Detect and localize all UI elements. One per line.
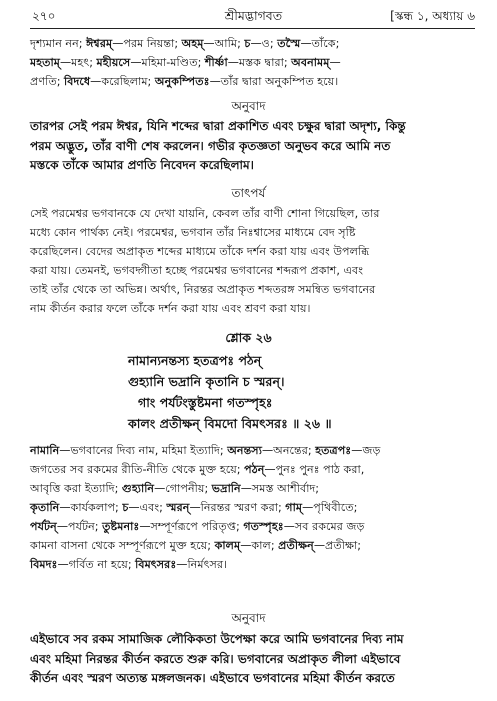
translation-line: কীর্তন এবং স্মরণ অত্যন্ত মঙ্গলজনক। এইভাবে ভগবানের মহিমা কীর্তন করতে [30,671,395,685]
purport-line: করেছিলেন। বেদের অপ্রাকৃত শব্দের মাধ্যমে তাঁকে দর্শন করা যায় এবং উপলব্ধি [30,245,370,258]
shloka-heading: শ্লোক ২৬ [225,330,272,345]
synonym-line: পর্যটন্—পর্যটন; তুষ্টমনাঃ—সম্পূর্ণরূপে পরিতৃপ্ত; গতস্পৃহঃ—সব রকমের জড় [30,520,365,533]
synonym-line: বিমদঃ—গর্বিত না হয়ে; বিমৎসরঃ—নির্মৎসর। [30,558,228,571]
chapter-reference: [স্কন্ধ ১, অধ্যায় ৬ [390,9,475,23]
purport [30,204,471,318]
purport-line: তাই তাঁর থেকে তা অভিন্ন। অর্থাৎ, নিরন্তর অপ্রাকৃত শব্দতরঙ্গ সমন্বিত ভগবানের [30,283,376,296]
synonym-line: নামানি—ভগবানের দিব্য নাম, মহিমা ইত্যাদি; অনন্তস্য—অনন্তের; হতত্রপঃ—জড় [30,444,381,457]
sanskrit-verse [128,350,332,434]
purport-line: করা যায়। তেমনই, ভগবদ্গীতা হচ্ছে পরমেশ্বর ভগবানের শব্দরূপ প্রকাশ, এবং [30,264,364,277]
anubad-heading: অনুবাদ [231,99,266,113]
page-number: ২৭০ [32,9,56,23]
book-title: শ্রীমদ্ভাগবত [224,8,283,23]
translation-line: এইভাবে সব রকম সামাজিক লৌকিকতা উপেক্ষা করে আমি ভগবানের দিব্য নাম [30,632,404,646]
translation-1 [30,117,471,176]
synonym-line: আবৃত্তি করা ইত্যাদি; গুহ্যানি—গোপনীয়; ভদ্রানি—সমস্ত আশীর্বাদ; [30,482,320,495]
synonyms-verse [30,441,471,574]
translation-2 [30,630,471,689]
anubad-heading-2: অনুবাদ [231,611,266,625]
translation-line: মস্তকে তাঁকে আমার প্রণতি নিবেদন করেছিলাম। [30,158,254,172]
verse-line: কালং প্রতীক্ষন্ বিমদো বিমৎসরঃ ॥ ২৬ ॥ [128,416,332,431]
translation-line: এবং মহিমা নিরন্তর কীর্তন করতে শুরু করি। ভগবানের অপ্রাকৃত লীলা এইভাবে [30,651,401,666]
verse-line: গাং পর্যটংস্তুষ্টমনা গতস্পৃহঃ [138,395,273,410]
verse-line: গুহ্যানি ভদ্রানি কৃতানি চ স্মরন্। [128,374,285,389]
tatparya-heading: তাৎপর্য [231,186,266,200]
header-divider [30,28,475,29]
page-header [32,8,475,30]
synonym-line: জগতের সব রকমের রীতি-নীতি থেকে মুক্ত হয়ে; পঠন্—পুনঃ পুনঃ পাঠ করা, [30,463,365,476]
purport-line: মধ্যে কোন পার্থক্য নেই। পরমেশ্বর, ভগবান তাঁর নিঃশ্বাসের মাধ্যমে বেদ সৃষ্টি [30,226,356,239]
synonym-line: কামনা বাসনা থেকে সম্পূর্ণরূপে মুক্ত হয়ে; কালম্—কাল; প্রতীক্ষন্—প্রতীক্ষা; [30,539,362,552]
synonym-line: দৃশ্যমান নন; ঈশ্বরম্—পরম নিয়ন্তা; অহম্—আমি; চ—ও; তস্মৈ—তাঁকে; [30,37,340,50]
translation-line: তারপর সেই পরম ঈশ্বর, যিনি শব্দের দ্বারা প্রকাশিত এবং চক্ষুর দ্বারা অদৃশ্য, কিন্তু [30,119,406,133]
purport-line: সেই পরমেশ্বর ভগবানকে যে দেখা যায়নি, কেবল তাঁর বাণী শোনা গিয়েছিল, তার [30,207,380,220]
synonym-line: প্রণতি; বিদধে—করেছিলাম; অনুকম্পিতঃ—তাঁর দ্বারা অনুকম্পিত হয়ে। [30,75,339,88]
verse-line: নামান্যনন্তস্য হতত্রপঃ পঠন্ [128,353,262,368]
synonyms-top [30,34,471,91]
purport-line: নাম কীর্তন করার ফলে তাঁকে দর্শন করা যায় এবং শ্রবণ করা যায়। [30,302,311,315]
translation-line: পরম অদ্ভুত, তাঁর বাণী শেষ করলেন। গভীর কৃতজ্ঞতা অনুভব করে আমি নত [30,138,391,153]
synonym-line: মহতাম্—মহৎ; মহীয়সে—মহিমা-মণ্ডিত; শীর্ষ্ণা—মস্তক দ্বারা; অবনামম্— [30,56,341,69]
synonym-line: কৃতানি—কার্যকলাপ; চ—এবং; স্মরন্—নিরন্তর স্মরণ করা; গাম্—পৃথিবীতে; [30,501,358,514]
